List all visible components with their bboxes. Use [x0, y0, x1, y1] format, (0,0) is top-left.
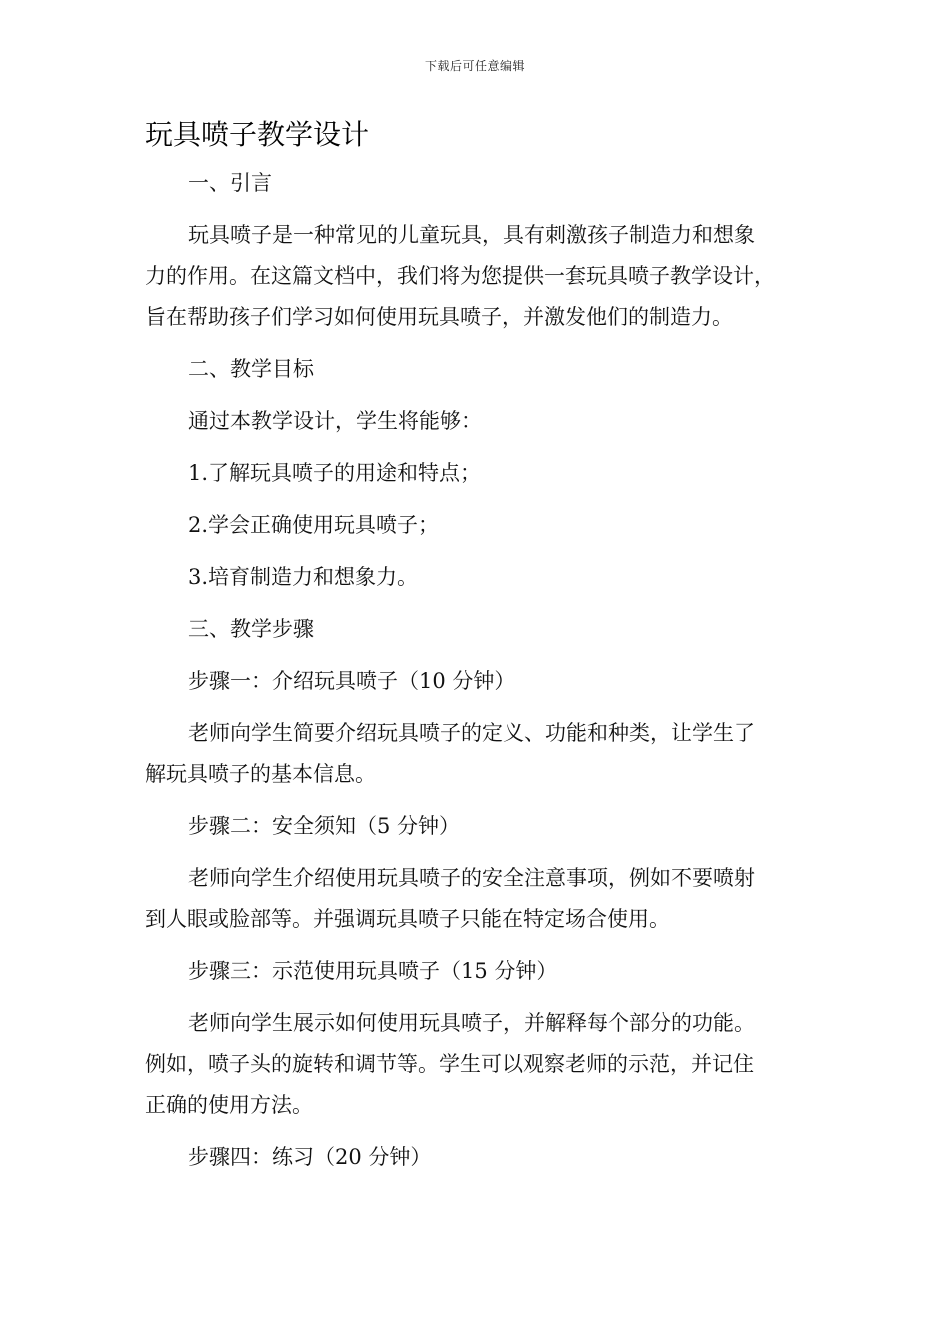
step-paragraph-line: 解玩具喷子的基本信息。: [145, 762, 376, 786]
step-paragraph-line: 老师向学生展示如何使用玩具喷子，并解释每个部分的功能。: [188, 1011, 755, 1035]
section-heading-intro: 一、引言: [188, 171, 272, 195]
step-title: 步骤二：安全须知（5 分钟）: [188, 814, 461, 838]
goal-item: 3.培育制造力和想象力。: [188, 565, 419, 589]
step-paragraph-line: 老师向学生介绍使用玩具喷子的安全注意事项，例如不要喷射: [188, 866, 755, 890]
document-title: 玩具喷子教学设计: [145, 118, 370, 151]
intro-paragraph-line: 玩具喷子是一种常见的儿童玩具，具有刺激孩子制造力和想象: [188, 223, 755, 247]
goal-item: 2.学会正确使用玩具喷子；: [188, 513, 440, 537]
section-heading-goals: 二、教学目标: [188, 357, 314, 381]
step-paragraph-line: 老师向学生简要介绍玩具喷子的定义、功能和种类，让学生了: [188, 721, 755, 745]
document-body: [145, 163, 805, 1178]
step-paragraph-line: 到人眼或脸部等。并强调玩具喷子只能在特定场合使用。: [145, 907, 670, 931]
goal-item: 1.了解玩具喷子的用途和特点；: [188, 461, 482, 485]
goals-lead: 通过本教学设计，学生将能够：: [188, 409, 482, 433]
step-title: 步骤三：示范使用玩具喷子（15 分钟）: [188, 959, 558, 983]
step-paragraph-line: 正确的使用方法。: [145, 1093, 313, 1117]
step-title: 步骤一：介绍玩具喷子（10 分钟）: [188, 669, 516, 693]
step-paragraph-line: 例如，喷子头的旋转和调节等。学生可以观察老师的示范，并记住: [145, 1052, 754, 1076]
section-heading-steps: 三、教学步骤: [188, 617, 314, 641]
step-title: 步骤四：练习（20 分钟）: [188, 1145, 432, 1169]
intro-paragraph-line: 力的作用。在这篇文档中，我们将为您提供一套玩具喷子教学设计，: [145, 264, 775, 288]
intro-paragraph-line: 旨在帮助孩子们学习如何使用玩具喷子，并激发他们的制造力。: [145, 305, 733, 329]
header-note: 下载后可任意编辑: [424, 59, 525, 73]
